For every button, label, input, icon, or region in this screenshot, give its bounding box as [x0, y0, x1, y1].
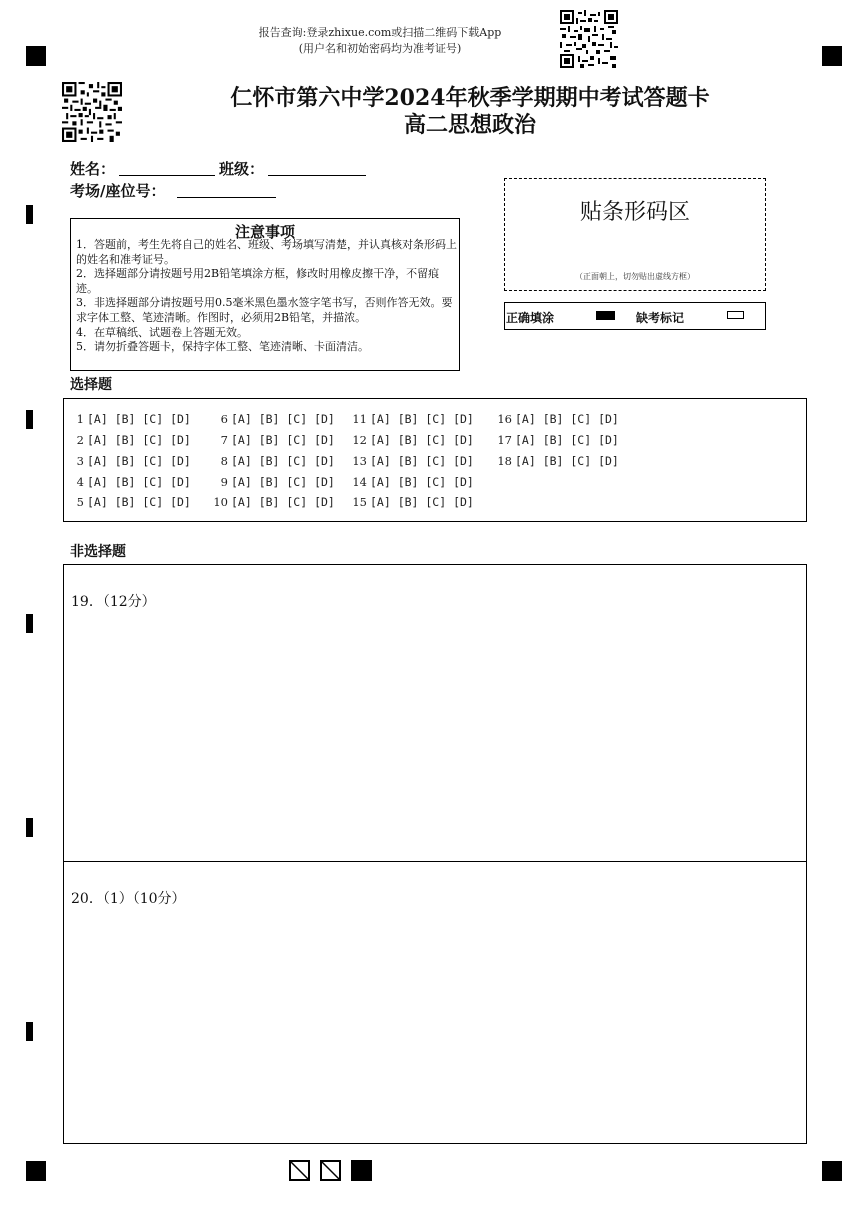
- notice-item: 1．答题前，考生先将自己的姓名、班级、考场填写清楚，并认真核对条形码上的姓名和准考证号。: [76, 238, 457, 266]
- choice-question-row[interactable]: 1 [A] [B] [C] [D]: [76, 412, 191, 426]
- choice-question-row[interactable]: 18 [A] [B] [C] [D]: [497, 454, 619, 468]
- notice-item: 4．在草稿纸、试题卷上答题无效。: [76, 325, 248, 339]
- choice-question-row[interactable]: 3 [A] [B] [C] [D]: [76, 454, 191, 468]
- page-mark-crossed-box: [289, 1160, 310, 1181]
- registration-mark-bottom-left: [26, 1161, 46, 1181]
- barcode-area-title: 贴条形码区: [579, 200, 690, 225]
- question-20-label: 20．（1）（10分）: [71, 891, 186, 907]
- choice-question-row[interactable]: 4 [A] [B] [C] [D]: [76, 475, 191, 489]
- timing-mark: [26, 818, 33, 837]
- choice-question-row[interactable]: 15 [A] [B] [C] [D]: [352, 495, 474, 509]
- student-qr-code: [62, 82, 122, 142]
- choice-question-row[interactable]: 11 [A] [B] [C] [D]: [352, 412, 474, 426]
- nonchoice-section-title: 非选择题: [70, 544, 126, 560]
- choice-question-row[interactable]: 14 [A] [B] [C] [D]: [352, 475, 474, 489]
- absent-mark-box[interactable]: [727, 311, 744, 319]
- answer-area-q20[interactable]: [63, 861, 807, 1144]
- choice-question-row[interactable]: 8 [A] [B] [C] [D]: [220, 454, 335, 468]
- correct-fill-sample: [596, 311, 615, 320]
- choice-section-title: 选择题: [70, 377, 112, 393]
- choice-question-row[interactable]: 2 [A] [B] [C] [D]: [76, 433, 191, 447]
- choice-question-row[interactable]: 9 [A] [B] [C] [D]: [220, 475, 335, 489]
- page-mark-crossed-box: [320, 1160, 341, 1181]
- report-query-note: 报告查询:登录zhixue.com或扫描二维码下载App: [258, 26, 502, 39]
- room-seat-label: 考场/座位号：: [70, 182, 166, 200]
- choice-question-row[interactable]: 6 [A] [B] [C] [D]: [220, 412, 335, 426]
- timing-mark: [26, 614, 33, 633]
- barcode-area[interactable]: [504, 178, 766, 291]
- question-19-label: 19．（12分）: [71, 594, 156, 610]
- answer-area-q19[interactable]: [63, 564, 807, 862]
- exam-title: 仁怀市第六中学2024年秋季学期期中考试答题卡: [230, 85, 710, 111]
- correct-fill-label: 正确填涂: [506, 311, 555, 325]
- timing-mark: [26, 205, 33, 224]
- choice-question-row[interactable]: 7 [A] [B] [C] [D]: [220, 433, 335, 447]
- name-label: 姓名：: [70, 160, 116, 178]
- choice-question-row[interactable]: 5 [A] [B] [C] [D]: [76, 495, 191, 509]
- room-seat-field[interactable]: [177, 197, 276, 198]
- choice-question-row[interactable]: 17 [A] [B] [C] [D]: [497, 433, 619, 447]
- report-query-subnote: (用户名和初始密码均为准考证号): [298, 42, 462, 55]
- name-field[interactable]: [119, 175, 215, 176]
- registration-mark-bottom-right: [822, 1161, 842, 1181]
- notice-item: 2．选择题部分请按题号用2B铅笔填涂方框，修改时用橡皮擦干净，不留痕迹。: [76, 267, 440, 295]
- choice-question-row[interactable]: 10 [A] [B] [C] [D]: [213, 495, 335, 509]
- notice-list: [76, 238, 458, 355]
- class-field[interactable]: [268, 175, 366, 176]
- choice-answer-box: [63, 398, 807, 522]
- choice-question-row[interactable]: 12 [A] [B] [C] [D]: [352, 433, 474, 447]
- barcode-area-hint: （正面朝上，切勿贴出虚线方框）: [575, 272, 695, 281]
- notice-box: [70, 218, 460, 371]
- absent-mark-label: 缺考标记: [636, 311, 685, 325]
- timing-mark: [26, 410, 33, 429]
- notice-item: 5．请勿折叠答题卡，保持字体工整、笔迹清晰、卡面清洁。: [76, 340, 369, 354]
- choice-question-row[interactable]: 13 [A] [B] [C] [D]: [352, 454, 474, 468]
- notice-title: 注意事项: [234, 223, 295, 241]
- choice-question-row[interactable]: 16 [A] [B] [C] [D]: [497, 412, 619, 426]
- notice-item: 3．非选择题部分请按题号用0.5毫米黑色墨水签字笔书写，否则作答无效。要求字体工整、笔迹清晰。作图时，必须用2B铅笔，并描浓。: [76, 296, 453, 324]
- class-label: 班级：: [219, 160, 265, 178]
- timing-mark: [26, 1022, 33, 1041]
- registration-mark-top-right: [822, 46, 842, 66]
- fill-legend: [504, 302, 766, 330]
- subject-title: 高二思想政治: [403, 112, 536, 138]
- app-download-qr-code[interactable]: [560, 10, 618, 68]
- page-mark-filled-box: [351, 1160, 372, 1181]
